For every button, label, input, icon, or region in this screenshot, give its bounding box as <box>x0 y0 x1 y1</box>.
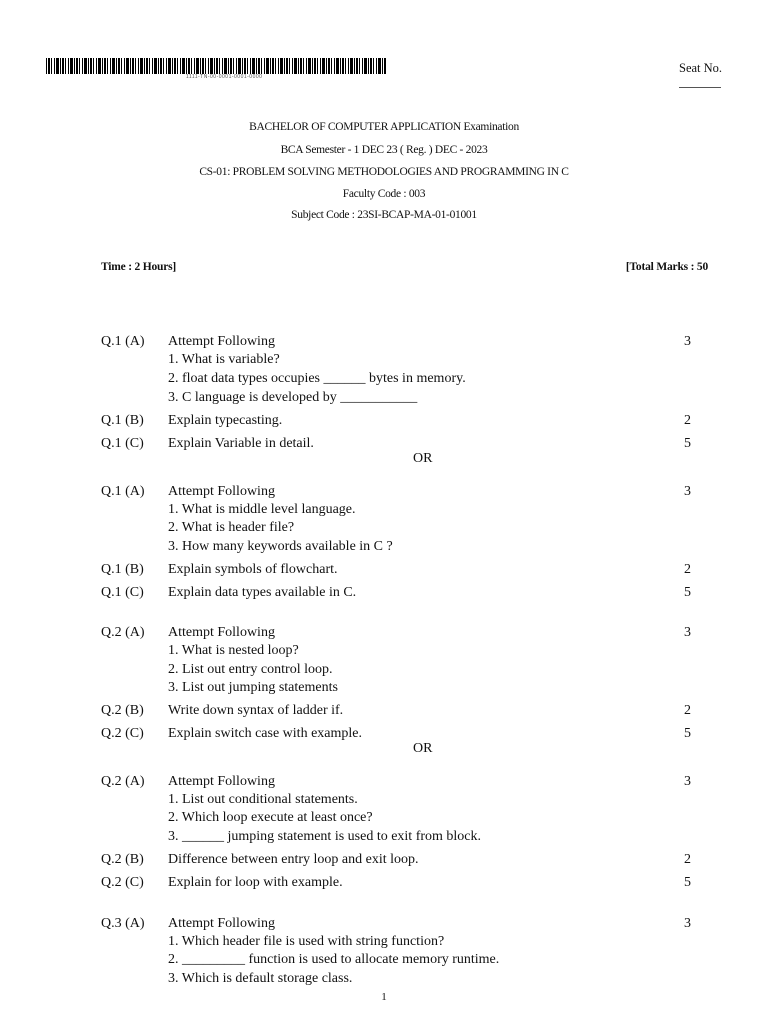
sub-question: 1. What is middle level language. <box>168 502 356 517</box>
question-number: Q.3 (A) <box>101 916 145 931</box>
question-marks: 2 <box>684 852 691 867</box>
question-marks: 5 <box>684 875 691 890</box>
question-text: Explain data types available in C. <box>168 585 357 600</box>
question-number: Q.1 (C) <box>101 585 144 600</box>
sub-question: 2. float data types occupies ______ bytes in memory. <box>168 371 466 386</box>
question-text: Explain Variable in detail. <box>168 436 314 451</box>
question-number: Q.1 (B) <box>101 562 144 577</box>
time-limit: Time : 2 Hours] <box>101 261 177 273</box>
question-marks: 2 <box>684 562 691 577</box>
question-marks: 5 <box>684 585 691 600</box>
question-text: Attempt Following <box>168 484 275 499</box>
question-marks: 2 <box>684 703 691 718</box>
question-text: Explain for loop with example. <box>168 875 343 890</box>
question-number: Q.2 (A) <box>101 625 145 640</box>
or-separator: OR <box>413 741 433 756</box>
question-text: Explain typecasting. <box>168 413 283 428</box>
question-number: Q.2 (C) <box>101 726 144 741</box>
sub-question: 2. _________ function is used to allocate memory runtime. <box>168 952 500 967</box>
sub-question: 2. What is header file? <box>168 520 295 535</box>
question-text: Explain switch case with example. <box>168 726 362 741</box>
course-title: CS-01: PROBLEM SOLVING METHODOLOGIES AND PROGRAMMING IN C <box>199 166 569 178</box>
question-marks: 3 <box>684 334 691 349</box>
barcode <box>46 58 386 74</box>
barcode-text: 1111-TN-00-0001-0001-0000 <box>186 74 263 80</box>
question-text: Explain symbols of flowchart. <box>168 562 338 577</box>
subject-code: Subject Code : 23SI-BCAP-MA-01-01001 <box>291 209 477 221</box>
question-number: Q.1 (C) <box>101 436 144 451</box>
sub-question: 3. List out jumping statements <box>168 680 338 695</box>
sub-question: 3. ______ jumping statement is used to exit from block. <box>168 829 482 844</box>
page-number: 1 <box>381 991 387 1003</box>
question-text: Attempt Following <box>168 916 275 931</box>
question-number: Q.2 (B) <box>101 703 144 718</box>
question-text: Difference between entry loop and exit loop. <box>168 852 419 867</box>
question-marks: 3 <box>684 916 691 931</box>
question-text: Attempt Following <box>168 774 275 789</box>
sub-question: 1. What is variable? <box>168 352 280 367</box>
question-marks: 3 <box>684 484 691 499</box>
sub-question: 3. Which is default storage class. <box>168 971 353 986</box>
question-marks: 3 <box>684 625 691 640</box>
sub-question: 2. List out entry control loop. <box>168 662 333 677</box>
sub-question: 1. List out conditional statements. <box>168 792 358 807</box>
seat-number-blank <box>679 87 721 88</box>
question-number: Q.2 (B) <box>101 852 144 867</box>
sub-question: 2. Which loop execute at least once? <box>168 810 373 825</box>
semester-line: BCA Semester - 1 DEC 23 ( Reg. ) DEC - 2023 <box>280 144 488 156</box>
question-text: Attempt Following <box>168 625 275 640</box>
exam-title: BACHELOR OF COMPUTER APPLICATION Examination <box>249 121 519 133</box>
sub-question: 3. C language is developed by ___________ <box>168 390 418 405</box>
question-marks: 3 <box>684 774 691 789</box>
seat-number-label: Seat No. <box>679 61 723 75</box>
question-text: Write down syntax of ladder if. <box>168 703 344 718</box>
question-number: Q.2 (C) <box>101 875 144 890</box>
sub-question: 1. What is nested loop? <box>168 643 299 658</box>
question-marks: 2 <box>684 413 691 428</box>
question-number: Q.1 (B) <box>101 413 144 428</box>
question-text: Attempt Following <box>168 334 275 349</box>
total-marks: [Total Marks : 50 <box>625 261 708 273</box>
faculty-code: Faculty Code : 003 <box>342 188 426 200</box>
question-number: Q.1 (A) <box>101 334 145 349</box>
sub-question: 1. Which header file is used with string function? <box>168 934 445 949</box>
question-number: Q.1 (A) <box>101 484 145 499</box>
question-marks: 5 <box>684 436 691 451</box>
question-marks: 5 <box>684 726 691 741</box>
or-separator: OR <box>413 451 433 466</box>
sub-question: 3. How many keywords available in C ? <box>168 539 393 554</box>
question-number: Q.2 (A) <box>101 774 145 789</box>
